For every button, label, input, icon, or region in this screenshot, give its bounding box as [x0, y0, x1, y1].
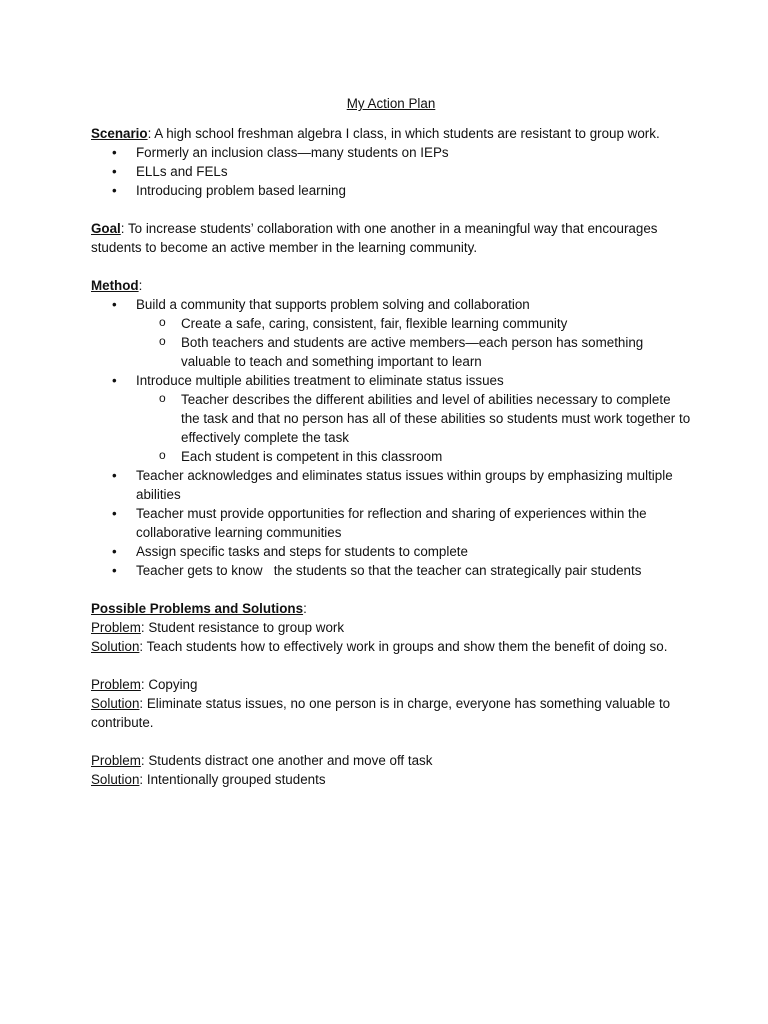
bullet-marker: •	[112, 373, 117, 388]
solution-label: Solution	[91, 696, 140, 711]
problem-line	[91, 751, 691, 770]
bullet-marker: •	[112, 145, 117, 160]
method-colon: :	[138, 278, 143, 293]
problem-solution-pair	[91, 675, 691, 732]
scenario-label: Scenario	[91, 126, 148, 141]
problems-section	[91, 599, 691, 656]
page-title: My Action Plan	[346, 96, 436, 111]
list-item-text: Assign specific tasks and steps for students to complete	[136, 544, 468, 559]
problem-label: Problem	[91, 620, 141, 635]
solution-text: : Eliminate status issues, no one person is in charge, everyone has something valuable to contribute.	[91, 696, 671, 730]
list-item	[91, 542, 691, 561]
list-item	[91, 561, 691, 580]
sub-list-item	[91, 333, 691, 371]
problem-line	[91, 618, 691, 637]
bullet-marker: •	[112, 506, 117, 521]
bullet-marker: •	[112, 164, 117, 179]
sub-bullet-marker: o	[159, 315, 166, 329]
list-item-text: Build a community that supports problem solving and collaboration	[136, 297, 530, 312]
scenario-section	[91, 124, 691, 200]
bullet-marker: •	[112, 297, 117, 312]
list-item-text: Teacher acknowledges and eliminates status issues within groups by emphasizing multiple abilities	[136, 468, 673, 502]
sub-bullet-marker: o	[159, 448, 166, 462]
method-list	[91, 295, 691, 580]
scenario-paragraph	[91, 124, 691, 143]
bullet-marker: •	[112, 563, 117, 578]
solution-label: Solution	[91, 639, 140, 654]
problem-text: : Student resistance to group work	[140, 620, 345, 635]
sub-list-item-text: Create a safe, caring, consistent, fair, flexible learning community	[181, 316, 568, 331]
solution-line	[91, 694, 691, 732]
list-item-text: Introduce multiple abilities treatment to eliminate status issues	[136, 373, 504, 388]
goal-paragraph	[91, 219, 691, 257]
problem-text: : Copying	[140, 677, 198, 692]
method-section	[91, 276, 691, 580]
problems-heading	[91, 599, 691, 618]
sub-list-item	[91, 447, 691, 466]
method-heading	[91, 276, 691, 295]
problems-colon: :	[303, 601, 307, 616]
solution-text: : Intentionally grouped students	[139, 772, 326, 787]
problems-label: Possible Problems and Solutions	[91, 601, 304, 616]
bullet-marker: •	[112, 183, 117, 198]
goal-text: : To increase students’ collaboration with one another in a meaningful way that encourages students to become an active member in the learning community.	[91, 221, 658, 255]
solution-label: Solution	[91, 772, 140, 787]
list-item	[91, 466, 691, 504]
list-item	[91, 371, 691, 390]
sub-list-item-text: Both teachers and students are active members—each person has something valuable to teach and something important to learn	[181, 335, 644, 369]
bullet-marker: •	[112, 468, 117, 483]
solution-text: : Teach students how to effectively work in groups and show them the benefit of doing so.	[139, 639, 668, 654]
solution-line	[91, 770, 691, 789]
list-item-text: Teacher must provide opportunities for reflection and sharing of experiences within the collaborative learning communities	[136, 506, 647, 540]
list-item-text: ELLs and FELs	[136, 164, 228, 179]
scenario-text: : A high school freshman algebra I class, in which students are resistant to group work.	[147, 126, 660, 141]
list-item	[91, 504, 691, 542]
problem-label: Problem	[91, 677, 141, 692]
bullet-marker: •	[112, 544, 117, 559]
sub-bullet-marker: o	[159, 334, 166, 348]
list-item-text: Teacher gets to know the students so that the teacher can strategically pair students	[136, 563, 642, 578]
goal-label: Goal	[91, 221, 121, 236]
sub-bullet-marker: o	[159, 391, 166, 405]
list-item	[91, 181, 691, 200]
goal-section	[91, 219, 691, 257]
problem-text: : Students distract one another and move off task	[140, 753, 433, 768]
list-item	[91, 143, 691, 162]
sub-list-item	[91, 314, 691, 333]
problem-solution-pair	[91, 751, 691, 789]
list-item-text: Formerly an inclusion class—many students on IEPs	[136, 145, 449, 160]
problem-label: Problem	[91, 753, 141, 768]
list-item-text: Introducing problem based learning	[136, 183, 346, 198]
list-item	[91, 295, 691, 314]
problem-line	[91, 675, 691, 694]
sub-list-item-text: Each student is competent in this classroom	[181, 449, 443, 464]
method-label: Method	[91, 278, 139, 293]
solution-line	[91, 637, 691, 656]
document-body	[91, 94, 691, 808]
list-item	[91, 162, 691, 181]
sub-list-item-text: Teacher describes the different abilities and level of abilities necessary to complete the task and that no person has all of these abilities so students must work together to effectively complete the task	[181, 392, 691, 445]
sub-list-item	[91, 390, 691, 447]
scenario-bullets	[91, 143, 691, 200]
